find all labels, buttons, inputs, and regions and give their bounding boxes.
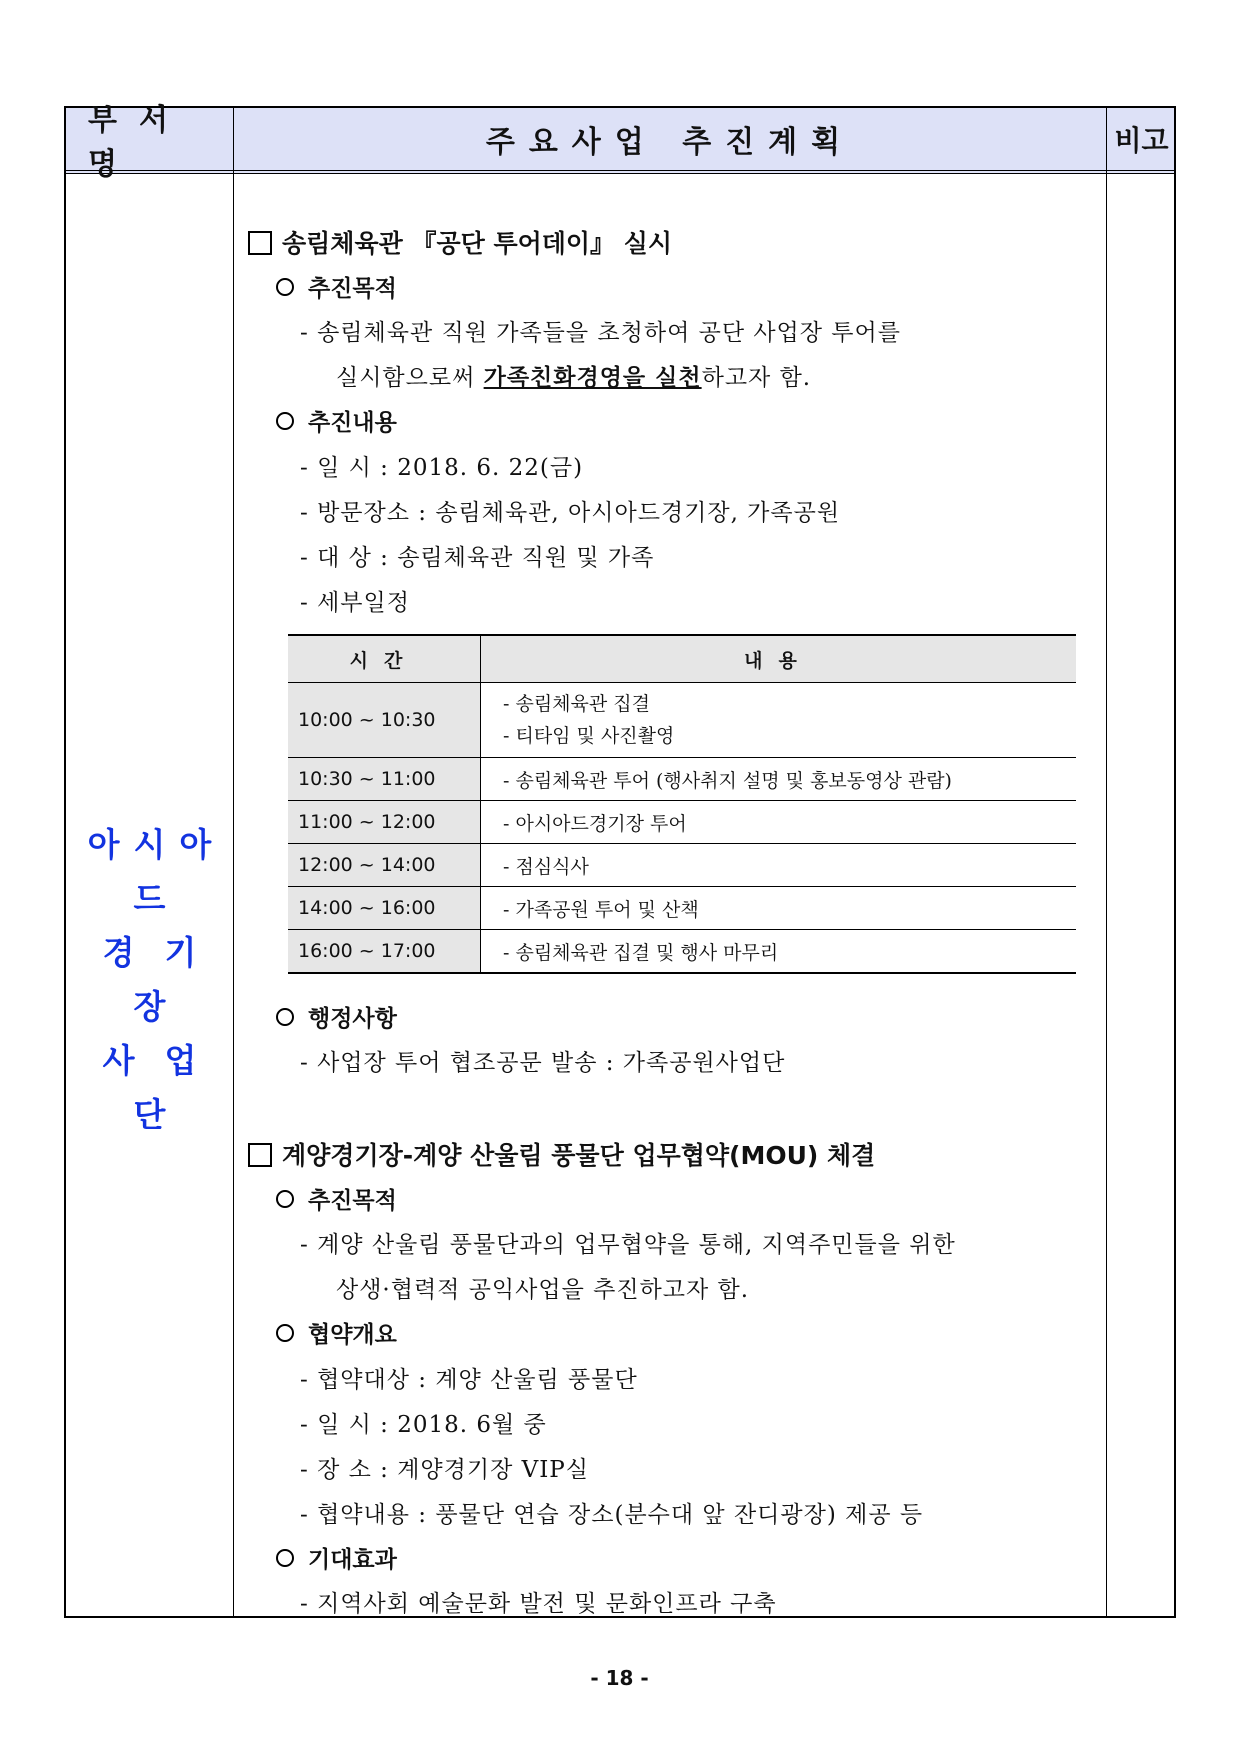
section2-goal-line: - 계양 산울림 풍물단과의 업무협약을 통해, 지역주민들을 위한 <box>300 1232 956 1258</box>
detail-line: - 장 소 : 계양경기장 VIP실 <box>300 1457 589 1483</box>
effect-line: - 지역사회 예술문화 발전 및 문화인프라 구축 <box>300 1591 777 1617</box>
department-line: 사업단 <box>102 1041 227 1134</box>
header-plan: 주요사업 추진계획 <box>485 125 855 160</box>
circle-bullet-icon <box>276 278 294 296</box>
schedule-header-content: 내용 <box>481 635 1077 683</box>
schedule-time: 14:00 ~ 16:00 <box>288 887 481 930</box>
section1-content-heading: 추진내용 <box>276 404 397 437</box>
schedule-table <box>288 634 1076 974</box>
table-row <box>288 758 1076 801</box>
section2-goal-heading: 추진목적 <box>276 1182 397 1215</box>
emphasis-text: 가족친화경영을 실천 <box>483 365 702 391</box>
schedule-time: 10:00 ~ 10:30 <box>288 683 481 758</box>
table-row <box>288 887 1076 930</box>
column-divider <box>233 108 234 1616</box>
department-name <box>66 818 233 1142</box>
schedule-content: - 송림체육관 투어 (행사취지 설명 및 홍보동영상 관람) <box>481 758 1077 801</box>
section1-goal-heading: 추진목적 <box>276 270 397 303</box>
section1-title: 송림체육관 『공단 투어데이』 실시 <box>248 224 672 260</box>
table-row <box>288 930 1076 974</box>
circle-bullet-icon <box>276 1190 294 1208</box>
header-dept: 부서명 <box>88 103 190 182</box>
section2-effect-heading: 기대효과 <box>276 1541 397 1574</box>
column-divider <box>1106 108 1107 1616</box>
schedule-time: 11:00 ~ 12:00 <box>288 801 481 844</box>
detail-line: - 일 시 : 2018. 6. 22(금) <box>300 455 584 481</box>
section2-overview-heading: 협약개요 <box>276 1316 397 1349</box>
circle-bullet-icon <box>276 412 294 430</box>
page-number: - 18 - <box>590 1666 649 1690</box>
department-line: 아시아드 <box>87 825 226 918</box>
detail-line: - 협약대상 : 계양 산울림 풍물단 <box>300 1367 638 1393</box>
circle-bullet-icon <box>276 1324 294 1342</box>
detail-line: - 세부일정 <box>300 590 410 616</box>
admin-line: - 사업장 투어 협조공문 발송 : 가족공원사업단 <box>300 1050 786 1076</box>
circle-bullet-icon <box>276 1008 294 1026</box>
schedule-content: - 점심식사 <box>481 844 1077 887</box>
detail-line: - 대 상 : 송림체육관 직원 및 가족 <box>300 545 655 571</box>
schedule-time: 12:00 ~ 14:00 <box>288 844 481 887</box>
section1-goal-line: - 송림체육관 직원 가족들을 초청하여 공단 사업장 투어를 <box>300 320 901 346</box>
table-row <box>288 844 1076 887</box>
schedule-header-time: 시간 <box>288 635 481 683</box>
detail-line: - 협약내용 : 풍물단 연습 장소(분수대 앞 잔디광장) 제공 등 <box>300 1502 924 1528</box>
circle-bullet-icon <box>276 1549 294 1567</box>
table-row <box>288 801 1076 844</box>
schedule-content: - 가족공원 투어 및 산책 <box>481 887 1077 930</box>
department-line: 경기장 <box>102 933 227 1026</box>
section2-title: 계양경기장-계양 산울림 풍물단 업무협약(MOU) 체결 <box>248 1136 875 1172</box>
section2-goal-line: 상생·협력적 공익사업을 추진하고자 함. <box>336 1277 750 1303</box>
checkbox-icon <box>248 1143 272 1167</box>
header-note: 비고 <box>1114 124 1169 157</box>
section1-admin-heading: 행정사항 <box>276 1000 397 1033</box>
table-row <box>288 683 1076 758</box>
detail-line: - 일 시 : 2018. 6월 중 <box>300 1412 547 1438</box>
section1-goal-line: 실시함으로써 가족친화경영을 실천하고자 함. <box>336 365 812 391</box>
checkbox-icon <box>248 231 272 255</box>
schedule-content: - 송림체육관 집결 및 행사 마무리 <box>481 930 1077 974</box>
schedule-time: 10:30 ~ 11:00 <box>288 758 481 801</box>
schedule-time: 16:00 ~ 17:00 <box>288 930 481 974</box>
schedule-content: - 송림체육관 집결 - 티타임 및 사진촬영 <box>481 683 1077 758</box>
schedule-content: - 아시아드경기장 투어 <box>481 801 1077 844</box>
detail-line: - 방문장소 : 송림체육관, 아시아드경기장, 가족공원 <box>300 500 841 526</box>
